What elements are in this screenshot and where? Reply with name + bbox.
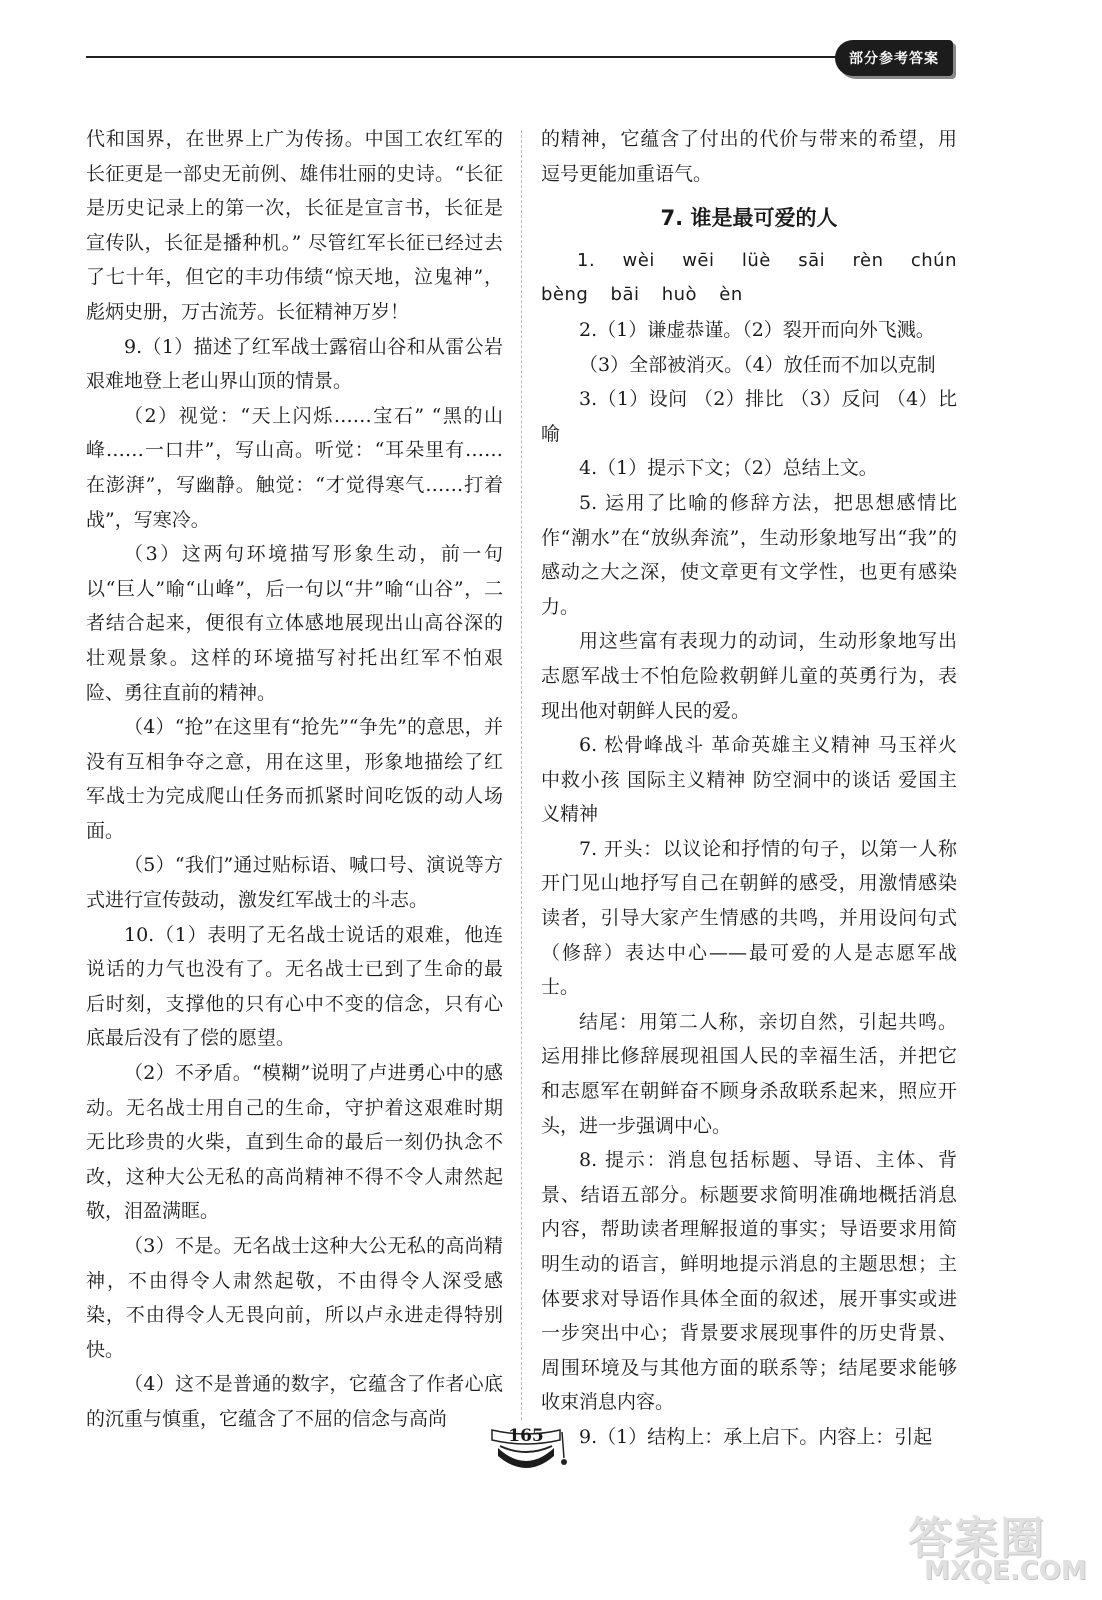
left-paragraph: （3）这两句环境描写形象生动，前一句以“巨人”喻“山峰”，后一句以“井”喻“山谷”，二者结合起来，便很有立体感地展现出山高谷深的壮观景象。这样的环境描写衬托出红军不怕艰险、勇往直前的精神。 [86,543,503,704]
right-paragraph: 8. 提示：消息包括标题、导语、主体、背景、结语五部分。标题要求简明准确地概括消息内容，帮助读者理解报道的事实；导语要求用简明生动的语言，鲜明地提示消息的主题思想；主体要求对导语作具体全面的叙述，展开事实或进一步突出中心；背景要求展现事件的历史背景、周围环境及与其他方面的联系等；结尾要求能够收束消息内容。 [541,1149,957,1414]
watermark-logo [900,1502,1090,1594]
right-column [541,122,957,1455]
right-paragraph: 3.（1）设问 （2）排比 （3）反问 （4）比喻 [541,388,957,445]
left-paragraph: 代和国界，在世界上广为传扬。中国工农红军的长征更是一部史无前例、雄伟壮丽的史诗。“长征是历史记录上的第一次，长征是宣言书，长征是宣传队，长征是播种机。” 尽管红军长征已经过去了七十年，但它的丰功伟绩“惊天地，泣鬼神”，彪炳史册，万古流芳。长征精神万岁！ [86,128,503,323]
left-paragraph: （2）视觉：“天上闪烁……宝石” “黑的山峰……一口井”，写山高。听觉：“耳朵里有……在澎湃”，写幽静。触觉：“才觉得寒气……打着战”，写寒冷。 [86,404,503,531]
right-paragraph: 用这些富有表现力的动词，生动形象地写出志愿军战士不怕危险救朝鲜儿童的英勇行为，表现出他对朝鲜人民的爱。 [541,630,957,722]
watermark-url: MXQE.COM [924,1556,1087,1586]
watermark-text: 答案圈 [908,1513,1046,1564]
right-paragraph: 6. 松骨峰战斗 革命英雄主义精神 马玉祥火中救小孩 国际主义精神 防空洞中的谈话 爱国主义精神 [541,734,957,826]
right-paragraph: 4.（1）提示下文；（2）总结上文。 [579,457,878,480]
left-paragraph: （4）“抢”在这里有“抢先”“争先”的意思，并没有互相争夺之意，用在这里，形象地描绘了红军战士为完成爬山任务而抓紧时间吃饭的动人场面。 [86,716,503,842]
header-rule [86,56,838,58]
left-paragraph: 9.（1）描述了红军战士露宿山谷和从雷公岩艰难地登上老山界山顶的情景。 [86,335,503,393]
right-paragraphs [541,313,957,1455]
page-number: 165 [508,1426,544,1446]
right-paragraph: 2.（1）谦虚恭谨。（2）裂开而向外飞溅。 [579,318,935,341]
left-column [86,122,503,1437]
right-paragraph: （3）全部被消灭。（4）放任而不加以克制 [579,353,936,376]
page-footer [478,1418,574,1482]
continuation-paragraph: 的精神，它蕴含了付出的代价与带来的希望，用逗号更能加重语气。 [541,128,957,185]
right-paragraph: 7. 开头：以议论和抒情的句子，以第一人称开门见山地抒写自己在朝鲜的感受，用激情感染读者，引导大家产生情感的共鸣，并用设问句式（修辞）表达中心——最可爱的人是志愿军战士。 [541,837,957,999]
pinyin-answer: 1. wèi wēi lüè sāi rèn chún bèng bāi huò èn [541,249,957,306]
column-divider [521,130,522,1420]
left-paragraph: （5）“我们”通过贴标语、喊口号、演说等方式进行宣传鼓动，激发红军战士的斗志。 [86,854,503,912]
left-paragraph: （2）不矛盾。“模糊”说明了卢进勇心中的感动。无名战士用自己的生命，守护着这艰难时期无比珍贵的火柴，直到生命的最后一刻仍执念不改，这种大公无私的高尚精神不得不令人肃然起敬，泪盈满眶。 [86,1062,503,1223]
right-paragraph: 9.（1）结构上：承上启下。内容上：引起 [579,1425,933,1448]
section-title: 7. 谁是最可爱的人 [660,206,838,231]
left-paragraph: （4）这不是普通的数字，它蕴含了作者心底的沉重与慎重，它蕴含了不屈的信念与高尚 [86,1373,503,1430]
right-paragraph: 5. 运用了比喻的修辞方法，把思想感情比作“潮水”在“放纵奔流”，生动形象地写出“我”的感动之大之深，使文章更有文学性，也更有感染力。 [541,491,957,618]
section-badge: 部分参考答案 [835,40,953,76]
left-paragraph: （3）不是。无名战士这种大公无私的高尚精神，不由得令人肃然起敬，不由得令人深受感染，不由得令人无畏向前，所以卢永进走得特别快。 [86,1235,503,1361]
left-paragraph: 10.（1）表明了无名战士说话的艰难，他连说话的力气也没有了。无名战士已到了生命的最后时刻，支撑他的只有心中不变的信念，只有心底最后没有了偿的愿望。 [86,923,503,1050]
right-paragraph: 结尾：用第二人称，亲切自然，引起共鸣。运用排比修辞展现祖国人民的幸福生活，并把它和志愿军在朝鲜奋不顾身杀敌联系起来，照应开头，进一步强调中心。 [541,1010,957,1137]
